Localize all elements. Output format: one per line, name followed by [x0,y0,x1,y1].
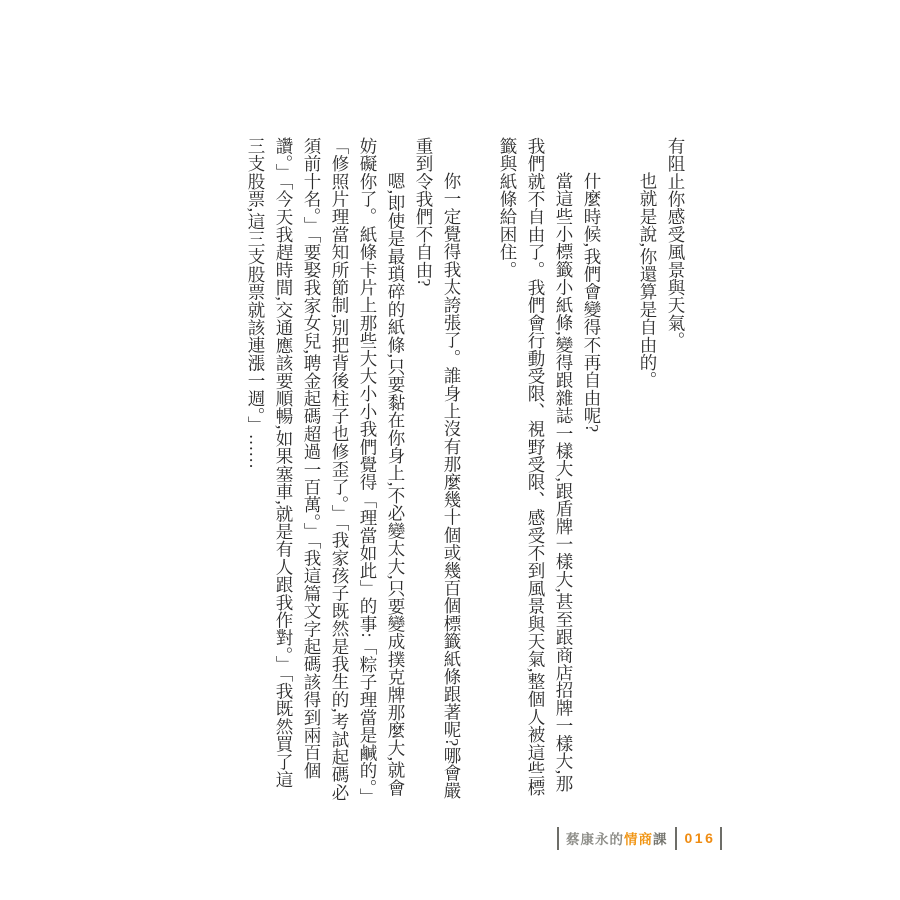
footer-divider [675,827,677,850]
paragraph: 也就是說,你還算是自由的。 [638,172,658,389]
page-footer [557,825,722,851]
paragraph: 你一定覺得我太誇張了。誰身上沒有那麼幾十個或幾百個標籤紙條跟著呢?哪會嚴重到令我們不自由? [414,137,462,800]
book-title [566,828,668,848]
paragraph: 什麼時候,我們會變得不再自由呢? [582,172,602,433]
page-text [242,137,690,802]
book-title-suffix: 課 [653,832,668,847]
book-title-prefix: 蔡康永的 [566,832,624,847]
paragraph: 當這些小標籤小紙條,變得跟雜誌一樣大,跟盾牌一樣大,甚至跟商店招牌一樣大,那我們就不自由了。我們會行動受限、視野受限、感受不到風景與天氣,整個人被這些標籤與紙條給困住。 [498,137,574,797]
page-number: 016 [684,830,716,846]
paragraph-continuation: 有阻止你感受風景與天氣。 [666,137,686,350]
book-title-highlight: 情商 [624,832,653,847]
footer-divider [720,827,722,850]
paragraph: 嗯,即使是最瑣碎的紙條,只要黏在你身上,不必變太大,只要變成撲克牌那麼大,就會妨礙你了。紙條卡片上那些大大小小我們覺得「理當如此」的事:「粽子理當是鹹的。」「修照片理當知所節制,別把背後柱子也修歪了。」「我家孩子既然是我生的,考試起碼必須前十名。」「要娶我家女兒,聘金起碼超過一百萬。」「我這篇文字起碼該得到兩百個讚。」「今天我趕時間,交通應該要順暢,如果塞車,就是有人跟我作對。」「我既然買了這三支股票,這三支股票就該連漲一週。」…… [246,137,406,802]
footer-divider [557,827,559,850]
